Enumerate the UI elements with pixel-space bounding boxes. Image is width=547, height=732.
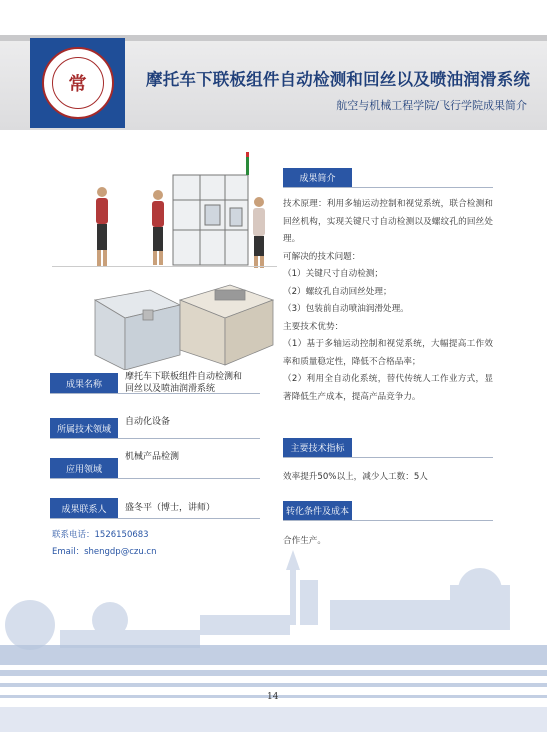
divider — [50, 438, 260, 439]
intro-line: （2）利用全自动化系统，替代传统人工作业方式，显著降低生产成本，提高产品竞争力。 — [283, 374, 493, 402]
intro-body — [283, 196, 493, 406]
divider — [50, 478, 260, 479]
tech-field-label: 所属技术领域 — [50, 418, 118, 438]
tech-field-value: 自动化设备 — [125, 417, 171, 427]
result-name-value-1: 摩托车下联板组件自动检测和 — [125, 372, 243, 382]
contact-email[interactable]: Email：shengdp@czu.cn — [52, 547, 157, 557]
equipment-photo — [55, 150, 290, 370]
divider — [283, 187, 493, 188]
indicator-header: 主要技术指标 — [283, 438, 352, 457]
intro-line: 技术原理：利用多轴运动控制和视觉系统，联合检测和回丝机构，实现关键尺寸自动检测以及螺纹孔的回丝处理。 — [283, 199, 493, 244]
logo-box — [30, 38, 125, 128]
operator-figure-right — [253, 197, 265, 268]
floor-line — [52, 266, 277, 267]
page-subtitle: 航空与机械工程学院/飞行学院成果简介 — [336, 99, 527, 112]
logo-seal-icon: 常 — [52, 57, 104, 109]
intro-line: （3）包装前自动喷油润滑处理。 — [283, 304, 409, 314]
contact-value: 盛冬平（博士，讲师） — [125, 503, 216, 513]
inspection-cell — [95, 290, 180, 370]
app-field-label: 应用领域 — [50, 458, 118, 478]
page-title: 摩托车下联板组件自动检测和回丝以及喷油润滑系统 — [146, 70, 531, 89]
intro-line: 可解决的技术问题： — [283, 251, 361, 262]
signal-tower — [246, 155, 249, 175]
contact-label: 成果联系人 — [50, 498, 118, 518]
indicator-value: 效率提升50%以上，减少人工数：5人 — [283, 472, 428, 482]
result-name-value-2: 回丝以及喷油润滑系统 — [125, 384, 216, 394]
page-number: 14 — [267, 692, 279, 702]
campus-skyline-illustration — [0, 545, 547, 732]
app-field-value: 机械产品检测 — [125, 452, 180, 462]
result-name-label: 成果名称 — [50, 373, 118, 393]
intro-line: （1）基于多轴运动控制和视觉系统，大幅提高工作效率和质量稳定性，降低不合格品率； — [283, 339, 493, 367]
intro-line: 主要技术优势： — [283, 321, 344, 332]
lubrication-unit — [180, 285, 273, 365]
intro-line: （2）螺纹孔自动回丝处理； — [283, 286, 392, 297]
divider — [50, 518, 260, 519]
transfer-value: 合作生产。 — [283, 536, 326, 546]
transfer-header: 转化条件及成本 — [283, 501, 352, 520]
operator-figure-mid — [152, 190, 164, 265]
intro-header: 成果简介 — [283, 168, 352, 187]
university-logo — [42, 47, 114, 119]
operator-figure-left — [96, 187, 108, 266]
divider — [283, 457, 493, 458]
intro-line: （1）关键尺寸自动检测； — [283, 269, 383, 279]
contact-phone: 联系电话：1526150683 — [52, 530, 149, 540]
divider — [283, 520, 493, 521]
machine-frame — [173, 175, 248, 265]
